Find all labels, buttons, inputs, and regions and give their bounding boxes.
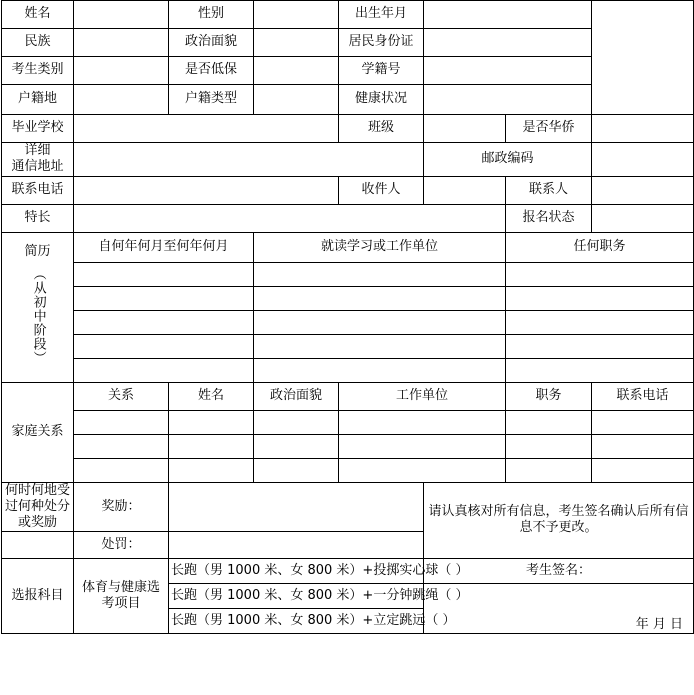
table-row [2, 143, 694, 177]
value-postcode[interactable] [592, 143, 694, 177]
label-graduated-school: 毕业学校 [2, 115, 74, 143]
label-contact-person: 联系人 [506, 176, 592, 204]
table-row [2, 204, 694, 232]
family-workplace-value[interactable] [339, 458, 506, 482]
table-row [2, 1, 694, 29]
value-birth[interactable] [424, 1, 592, 29]
label-resume-main: 简历 [24, 244, 51, 260]
family-row [2, 458, 694, 482]
value-specialty[interactable] [74, 204, 506, 232]
family-row [2, 434, 694, 458]
family-col-position: 职务 [506, 382, 592, 410]
family-col-name: 姓名 [169, 382, 254, 410]
label-address-line2: 通信地址 [11, 159, 64, 175]
value-health[interactable] [424, 85, 592, 115]
family-position-value[interactable] [506, 458, 592, 482]
table-row [2, 57, 694, 85]
label-name: 姓名 [2, 1, 74, 29]
family-relation-value[interactable] [74, 434, 169, 458]
table-row [2, 29, 694, 57]
resume-unit-value[interactable] [254, 286, 506, 310]
value-id-card[interactable] [424, 29, 592, 57]
family-political-value[interactable] [254, 410, 339, 434]
value-phone[interactable] [74, 176, 339, 204]
family-header-row [2, 382, 694, 410]
label-id-card: 居民身份证 [339, 29, 424, 57]
family-position-value[interactable] [506, 434, 592, 458]
resume-period-value[interactable] [74, 286, 254, 310]
resume-unit-value[interactable] [254, 310, 506, 334]
value-household-place[interactable] [74, 85, 169, 115]
label-recipient: 收件人 [339, 176, 424, 204]
label-resume [2, 232, 74, 382]
student-registration-form [1, 0, 694, 634]
label-specialty: 特长 [2, 204, 74, 232]
family-political-value[interactable] [254, 458, 339, 482]
value-application-status[interactable] [592, 204, 694, 232]
label-health: 健康状况 [339, 85, 424, 115]
family-position-value[interactable] [506, 410, 592, 434]
candidate-signature-label: 考生签名： [424, 559, 694, 584]
resume-period-value[interactable] [74, 262, 254, 286]
subject-option-3[interactable]: 长跑（男 1000 米、女 800 米）+立定跳远（ ） [169, 609, 424, 634]
awards-label-spacer [2, 532, 74, 559]
label-application-status: 报名状态 [506, 204, 592, 232]
resume-period-value[interactable] [74, 358, 254, 382]
value-gender[interactable] [254, 1, 339, 29]
table-row [2, 85, 694, 115]
award-label-punishment: 处罚： [74, 532, 169, 559]
value-class[interactable] [424, 115, 506, 143]
resume-col-unit: 就读学习或工作单位 [254, 232, 506, 262]
family-col-relation: 关系 [74, 382, 169, 410]
award-punishment-value[interactable] [169, 532, 424, 559]
subject-option-2[interactable]: 长跑（男 1000 米、女 800 米）+一分钟跳绳（ ） [169, 584, 424, 609]
value-name[interactable] [74, 1, 169, 29]
value-candidate-type[interactable] [74, 57, 169, 85]
label-political-status: 政治面貌 [169, 29, 254, 57]
resume-entry-row [2, 334, 694, 358]
label-birth: 出生年月 [339, 1, 424, 29]
awards-row [2, 482, 694, 532]
label-address-line1: 详细 [24, 143, 51, 158]
value-household-type[interactable] [254, 85, 339, 115]
family-relation-value[interactable] [74, 458, 169, 482]
resume-position-value[interactable] [506, 334, 694, 358]
family-political-value[interactable] [254, 434, 339, 458]
family-name-value[interactable] [169, 434, 254, 458]
resume-col-period: 自何年何月至何年何月 [74, 232, 254, 262]
resume-unit-value[interactable] [254, 358, 506, 382]
family-col-workplace: 工作单位 [339, 382, 506, 410]
resume-period-value[interactable] [74, 334, 254, 358]
value-address[interactable] [74, 143, 424, 177]
label-gender: 性别 [169, 1, 254, 29]
label-low-income: 是否低保 [169, 57, 254, 85]
family-phone-value[interactable] [592, 434, 694, 458]
resume-entry-row [2, 286, 694, 310]
resume-position-value[interactable] [506, 310, 694, 334]
label-postcode: 邮政编码 [424, 143, 592, 177]
value-ethnicity[interactable] [74, 29, 169, 57]
value-contact-person[interactable] [592, 176, 694, 204]
resume-position-value[interactable] [506, 286, 694, 310]
resume-position-value[interactable] [506, 262, 694, 286]
family-relation-value[interactable] [74, 410, 169, 434]
label-candidate-type: 考生类别 [2, 57, 74, 85]
subject-option-1[interactable]: 长跑（男 1000 米、女 800 米）+投掷实心球（ ） [169, 559, 424, 584]
resume-period-value[interactable] [74, 310, 254, 334]
award-reward-value[interactable] [169, 482, 424, 532]
family-workplace-value[interactable] [339, 434, 506, 458]
label-awards-punishment: 何时何地受过何种处分或奖励 [2, 482, 74, 532]
family-workplace-value[interactable] [339, 410, 506, 434]
label-phone: 联系电话 [2, 176, 74, 204]
label-household-type: 户籍类型 [169, 85, 254, 115]
family-col-political: 政治面貌 [254, 382, 339, 410]
value-recipient[interactable] [424, 176, 506, 204]
label-selected-subject: 选报科目 [2, 559, 74, 634]
photo-cell[interactable] [592, 1, 694, 115]
value-overseas-chinese[interactable] [592, 115, 694, 143]
label-pe-subject-group: 体育与健康选考项目 [74, 559, 169, 634]
resume-entry-row [2, 262, 694, 286]
label-address [2, 143, 74, 177]
resume-unit-value[interactable] [254, 334, 506, 358]
label-ethnicity: 民族 [2, 29, 74, 57]
award-label-reward: 奖励： [74, 482, 169, 532]
label-family-relations: 家庭关系 [2, 382, 74, 482]
value-low-income[interactable] [254, 57, 339, 85]
family-name-value[interactable] [169, 458, 254, 482]
resume-entry-row [2, 310, 694, 334]
value-graduated-school[interactable] [74, 115, 339, 143]
family-row [2, 410, 694, 434]
resume-entry-row [2, 358, 694, 382]
resume-col-position: 任何职务 [506, 232, 694, 262]
signature-date-line: 年 月 日 [424, 584, 694, 634]
table-row [2, 115, 694, 143]
family-col-phone: 联系电话 [592, 382, 694, 410]
confirm-notice: 请认真核对所有信息，考生签名确认后所有信息不予更改。 [424, 482, 694, 559]
value-student-id[interactable] [424, 57, 592, 85]
resume-header-row [2, 232, 694, 262]
family-name-value[interactable] [169, 410, 254, 434]
label-household-place: 户籍地 [2, 85, 74, 115]
resume-unit-value[interactable] [254, 262, 506, 286]
value-political-status[interactable] [254, 29, 339, 57]
label-student-id: 学籍号 [339, 57, 424, 85]
family-phone-value[interactable] [592, 458, 694, 482]
resume-position-value[interactable] [506, 358, 694, 382]
table-row [2, 176, 694, 204]
family-phone-value[interactable] [592, 410, 694, 434]
label-overseas-chinese: 是否华侨 [506, 115, 592, 143]
label-class: 班级 [339, 115, 424, 143]
label-resume-sub: （从初中阶段） [30, 266, 46, 365]
subject-row-1 [2, 559, 694, 584]
